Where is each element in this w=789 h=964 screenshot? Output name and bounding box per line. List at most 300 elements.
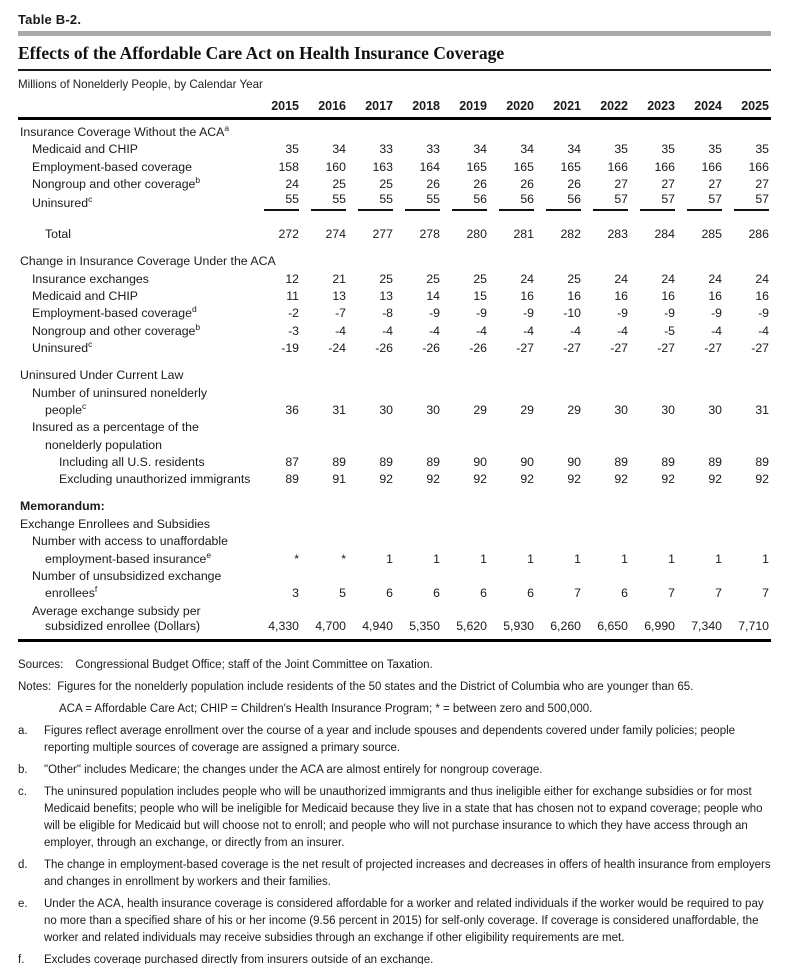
year-column-header: 2016 bbox=[318, 98, 346, 113]
value-cell: 25 bbox=[473, 271, 487, 286]
value-cell: 1 bbox=[668, 551, 675, 566]
table-row bbox=[18, 215, 771, 242]
footnote-text: Under the ACA, health insurance coverage is considered affordable for a worker and related individuals if the worker would be required to pay no more than a specified share of his or her income (9.56 percent in 2015) for self-only coverage. If coverage is considered unaffordable, the worker and related individuals may receive subsidies through an exchange if other eligibility requirements are met. bbox=[44, 897, 764, 944]
value-cell: 55 bbox=[301, 192, 348, 215]
value-cell bbox=[724, 356, 771, 383]
value-cell: -24 bbox=[328, 341, 346, 356]
value-cell: 90 bbox=[473, 455, 487, 470]
value-cell: 33 bbox=[379, 142, 393, 157]
table-row bbox=[18, 601, 771, 618]
value-cell bbox=[724, 601, 771, 618]
value-cell: 158 bbox=[278, 159, 299, 174]
value-cell bbox=[536, 514, 583, 531]
value-cell bbox=[489, 118, 536, 140]
value-cell bbox=[301, 435, 348, 452]
value-cell: 7 bbox=[762, 586, 769, 601]
value-cell: 4,700 bbox=[315, 618, 346, 633]
value-cell bbox=[630, 514, 677, 531]
value-cell: 24 bbox=[755, 271, 769, 286]
value-cell: 27 bbox=[614, 177, 628, 192]
value-cell: -27 bbox=[751, 341, 769, 356]
value-cell bbox=[630, 487, 677, 514]
table-row bbox=[18, 487, 771, 514]
value-cell: 3 bbox=[292, 586, 299, 601]
table-row bbox=[18, 567, 771, 584]
value-cell bbox=[301, 383, 348, 400]
value-cell: 29 bbox=[567, 402, 581, 417]
value-cell: 56 bbox=[536, 192, 583, 215]
notes-line bbox=[18, 679, 771, 696]
value-cell: -9 bbox=[664, 306, 675, 321]
value-cell: -26 bbox=[469, 341, 487, 356]
value-cell: 166 bbox=[607, 159, 628, 174]
value-cell: 1 bbox=[621, 551, 628, 566]
value-cell bbox=[254, 356, 301, 383]
table-row bbox=[18, 118, 771, 140]
value-cell bbox=[677, 242, 724, 269]
value-cell bbox=[536, 601, 583, 618]
value-cell: 55 bbox=[348, 192, 395, 215]
table-row bbox=[18, 192, 771, 215]
footnote-text: "Other" includes Medicare; the changes under the ACA are almost entirely for nongroup coverage. bbox=[44, 763, 543, 776]
row-label: Average exchange subsidy per bbox=[32, 603, 201, 618]
sources-text: Congressional Budget Office; staff of the Joint Committee on Taxation. bbox=[75, 658, 433, 671]
value-cell: 1 bbox=[762, 551, 769, 566]
value-cell: -9 bbox=[758, 306, 769, 321]
value-cell: 1 bbox=[480, 551, 487, 566]
value-cell: 31 bbox=[755, 402, 769, 417]
value-cell bbox=[583, 242, 630, 269]
value-cell: 286 bbox=[748, 227, 769, 242]
value-cell: 24 bbox=[708, 271, 722, 286]
value-cell: -8 bbox=[382, 306, 393, 321]
value-cell: 91 bbox=[332, 472, 346, 487]
value-cell: -4 bbox=[335, 323, 346, 338]
value-cell: 164 bbox=[419, 159, 440, 174]
value-cell: -9 bbox=[523, 306, 534, 321]
value-cell bbox=[583, 418, 630, 435]
value-cell bbox=[442, 242, 489, 269]
value-cell: 92 bbox=[426, 472, 440, 487]
value-cell: 30 bbox=[426, 402, 440, 417]
value-cell bbox=[630, 118, 677, 140]
value-cell: 55 bbox=[254, 192, 301, 215]
value-cell bbox=[254, 118, 301, 140]
value-cell: 272 bbox=[278, 227, 299, 242]
value-cell: 5,620 bbox=[456, 618, 487, 633]
value-cell bbox=[536, 418, 583, 435]
value-cell: 87 bbox=[285, 455, 299, 470]
value-cell bbox=[724, 418, 771, 435]
value-cell bbox=[630, 435, 677, 452]
value-cell: 160 bbox=[325, 159, 346, 174]
value-cell bbox=[630, 532, 677, 549]
value-cell bbox=[442, 487, 489, 514]
value-cell: * bbox=[341, 551, 346, 566]
table-row bbox=[18, 242, 771, 269]
value-cell: 89 bbox=[332, 455, 346, 470]
value-cell: 7,710 bbox=[738, 618, 769, 633]
value-cell: 6 bbox=[621, 586, 628, 601]
value-cell bbox=[536, 242, 583, 269]
value-cell: 7 bbox=[715, 586, 722, 601]
value-cell: 35 bbox=[285, 142, 299, 157]
value-cell bbox=[583, 532, 630, 549]
value-cell bbox=[583, 435, 630, 452]
value-cell: -4 bbox=[758, 323, 769, 338]
value-cell: 1 bbox=[715, 551, 722, 566]
value-cell bbox=[724, 118, 771, 140]
value-cell bbox=[348, 356, 395, 383]
value-cell: 1 bbox=[527, 551, 534, 566]
notes-text: Figures for the nonelderly population include residents of the 50 states and the District of Columbia who are younger than 65. bbox=[57, 680, 694, 693]
value-cell bbox=[583, 356, 630, 383]
value-cell bbox=[395, 356, 442, 383]
value-cell: 24 bbox=[614, 271, 628, 286]
value-cell bbox=[442, 532, 489, 549]
footnote-letter: f. bbox=[18, 953, 25, 964]
value-cell: 4,940 bbox=[362, 618, 393, 633]
value-cell bbox=[348, 118, 395, 140]
table-body bbox=[18, 118, 771, 640]
footnote-letter: c. bbox=[18, 785, 27, 798]
value-cell: 57 bbox=[630, 192, 677, 215]
notes-section bbox=[18, 657, 771, 964]
row-label: Change in Insurance Coverage Under the ACA bbox=[20, 254, 276, 269]
value-cell: 92 bbox=[567, 472, 581, 487]
value-cell: 36 bbox=[285, 402, 299, 417]
table-row bbox=[18, 470, 771, 487]
value-cell: 26 bbox=[473, 177, 487, 192]
row-label: Nongroup and other coverage$^b$ bbox=[32, 321, 201, 338]
value-cell bbox=[254, 383, 301, 400]
footnote-text: Excludes coverage purchased directly from insurers outside of an exchange. bbox=[44, 953, 434, 964]
value-cell: -7 bbox=[335, 306, 346, 321]
value-cell bbox=[489, 435, 536, 452]
value-cell bbox=[301, 242, 348, 269]
value-cell: 16 bbox=[567, 288, 581, 303]
value-cell: 34 bbox=[473, 142, 487, 157]
value-cell: 90 bbox=[567, 455, 581, 470]
value-cell: 1 bbox=[386, 551, 393, 566]
value-cell: -4 bbox=[617, 323, 628, 338]
row-label: Employment-based coverage bbox=[32, 159, 192, 174]
table-row bbox=[18, 383, 771, 400]
value-cell bbox=[348, 567, 395, 584]
value-cell bbox=[348, 383, 395, 400]
value-cell bbox=[536, 487, 583, 514]
value-cell: 34 bbox=[567, 142, 581, 157]
value-cell bbox=[677, 567, 724, 584]
value-cell: -4 bbox=[382, 323, 393, 338]
title-underline-rule bbox=[18, 69, 771, 71]
row-label: Number with access to unaffordable bbox=[32, 534, 228, 549]
footnote-letter: a. bbox=[18, 724, 28, 737]
value-cell: 6,260 bbox=[550, 618, 581, 633]
footnote bbox=[18, 784, 771, 852]
year-column-header: 2025 bbox=[741, 98, 769, 113]
row-label: people$^c$ bbox=[45, 400, 87, 417]
row-label: Number of unsubsidized exchange bbox=[32, 569, 222, 584]
table-row bbox=[18, 584, 771, 601]
footnote-text: The change in employment-based coverage is the net result of projected increases and decreases in offers of health insurance from employers and changes in enrollment by workers and their families. bbox=[44, 858, 771, 888]
row-label: Nongroup and other coverage$^b$ bbox=[32, 175, 201, 192]
value-cell: 16 bbox=[708, 288, 722, 303]
value-cell bbox=[395, 514, 442, 531]
footnote bbox=[18, 723, 771, 757]
table-row bbox=[18, 549, 771, 566]
value-cell bbox=[301, 487, 348, 514]
value-cell bbox=[677, 418, 724, 435]
value-cell: 16 bbox=[755, 288, 769, 303]
value-cell bbox=[254, 435, 301, 452]
value-cell bbox=[348, 601, 395, 618]
value-cell bbox=[254, 418, 301, 435]
value-cell bbox=[395, 242, 442, 269]
value-cell: 26 bbox=[567, 177, 581, 192]
value-cell: 90 bbox=[520, 455, 534, 470]
row-label: Uninsured$^c$ bbox=[32, 194, 93, 211]
value-cell bbox=[442, 418, 489, 435]
notes-label: Notes: bbox=[18, 680, 52, 693]
table-row bbox=[18, 418, 771, 435]
footnote-letter: b. bbox=[18, 763, 28, 776]
value-cell bbox=[489, 383, 536, 400]
value-cell bbox=[536, 532, 583, 549]
value-cell bbox=[254, 601, 301, 618]
value-cell bbox=[583, 601, 630, 618]
value-cell: 13 bbox=[379, 288, 393, 303]
value-cell: 278 bbox=[419, 227, 440, 242]
table-row bbox=[18, 401, 771, 418]
value-cell: 29 bbox=[473, 402, 487, 417]
value-cell: 1 bbox=[574, 551, 581, 566]
row-label: Total bbox=[45, 227, 71, 242]
value-cell: 56 bbox=[489, 192, 536, 215]
value-cell: 6,650 bbox=[597, 618, 628, 633]
value-cell bbox=[536, 383, 583, 400]
value-cell bbox=[301, 567, 348, 584]
value-cell bbox=[489, 356, 536, 383]
value-cell bbox=[630, 356, 677, 383]
value-cell: 16 bbox=[614, 288, 628, 303]
value-cell: 26 bbox=[520, 177, 534, 192]
value-cell bbox=[724, 567, 771, 584]
footnote-letter: d. bbox=[18, 858, 28, 871]
value-cell bbox=[489, 532, 536, 549]
value-cell: -27 bbox=[610, 341, 628, 356]
value-cell: 165 bbox=[513, 159, 534, 174]
value-cell: 89 bbox=[708, 455, 722, 470]
value-cell bbox=[254, 487, 301, 514]
value-cell: 57 bbox=[583, 192, 630, 215]
value-cell: -10 bbox=[563, 306, 581, 321]
value-cell bbox=[254, 532, 301, 549]
year-column-header: 2022 bbox=[600, 98, 628, 113]
value-cell: 285 bbox=[701, 227, 722, 242]
value-cell bbox=[442, 514, 489, 531]
value-cell bbox=[724, 383, 771, 400]
value-cell: -27 bbox=[563, 341, 581, 356]
value-cell: 281 bbox=[513, 227, 534, 242]
footnote bbox=[18, 762, 771, 779]
value-cell bbox=[630, 601, 677, 618]
value-cell: 165 bbox=[466, 159, 487, 174]
value-cell: -9 bbox=[617, 306, 628, 321]
footnote bbox=[18, 857, 771, 891]
value-cell bbox=[677, 487, 724, 514]
year-column-header: 2019 bbox=[459, 98, 487, 113]
value-cell: 5,930 bbox=[503, 618, 534, 633]
table-row bbox=[18, 157, 771, 174]
value-cell bbox=[442, 435, 489, 452]
value-cell: 5 bbox=[339, 586, 346, 601]
value-cell bbox=[348, 435, 395, 452]
value-cell: -4 bbox=[570, 323, 581, 338]
year-column-header: 2015 bbox=[271, 98, 299, 113]
value-cell: 14 bbox=[426, 288, 440, 303]
value-cell: 89 bbox=[614, 455, 628, 470]
year-column-header: 2018 bbox=[412, 98, 440, 113]
sources-line bbox=[18, 657, 771, 674]
value-cell: 6 bbox=[433, 586, 440, 601]
value-cell: 6 bbox=[527, 586, 534, 601]
value-cell: 24 bbox=[285, 177, 299, 192]
year-column-header: 2017 bbox=[365, 98, 393, 113]
value-cell bbox=[536, 356, 583, 383]
value-cell: 283 bbox=[607, 227, 628, 242]
value-cell: 27 bbox=[661, 177, 675, 192]
value-cell: 89 bbox=[285, 472, 299, 487]
row-label: enrollees$^f$ bbox=[45, 584, 98, 601]
value-cell bbox=[677, 356, 724, 383]
value-cell: 27 bbox=[708, 177, 722, 192]
corner-cell bbox=[18, 97, 254, 119]
value-cell bbox=[489, 242, 536, 269]
value-cell: -27 bbox=[657, 341, 675, 356]
value-cell: 35 bbox=[708, 142, 722, 157]
value-cell: 34 bbox=[332, 142, 346, 157]
value-cell bbox=[536, 435, 583, 452]
footnote-text: The uninsured population includes people who will be unauthorized immigrants and thus ineligible either for exchange subsidies or for most Medicaid benefits; people who will be ineligible for Medicaid because they live in a state that has chosen not to expand coverage; people who will be eligible for Medicaid but will choose not to enroll; and people who will not purchase insurance to which they have access through an employer, through an exchange, or directly from an insurer. bbox=[44, 785, 763, 849]
value-cell: 7 bbox=[668, 586, 675, 601]
row-label: Medicaid and CHIP bbox=[32, 142, 138, 157]
value-cell: 13 bbox=[332, 288, 346, 303]
value-cell: 12 bbox=[285, 271, 299, 286]
value-cell bbox=[395, 418, 442, 435]
value-cell bbox=[536, 118, 583, 140]
value-cell bbox=[395, 601, 442, 618]
abbreviations-line: ACA = Affordable Care Act; CHIP = Children's Health Insurance Program; * = between zero and 500,000. bbox=[59, 702, 593, 715]
value-cell bbox=[489, 601, 536, 618]
value-cell: 16 bbox=[661, 288, 675, 303]
value-cell bbox=[395, 487, 442, 514]
value-cell bbox=[724, 435, 771, 452]
row-label: Exchange Enrollees and Subsidies bbox=[20, 516, 211, 531]
row-label: Number of uninsured nonelderly bbox=[32, 385, 207, 400]
value-cell bbox=[301, 118, 348, 140]
value-cell bbox=[395, 532, 442, 549]
value-cell: -4 bbox=[711, 323, 722, 338]
table-row bbox=[18, 304, 771, 321]
value-cell: 57 bbox=[724, 192, 771, 215]
value-cell: 30 bbox=[661, 402, 675, 417]
value-cell bbox=[442, 567, 489, 584]
table-row bbox=[18, 532, 771, 549]
value-cell bbox=[630, 242, 677, 269]
value-cell: 165 bbox=[560, 159, 581, 174]
value-cell bbox=[724, 514, 771, 531]
value-cell bbox=[630, 383, 677, 400]
value-cell: 166 bbox=[654, 159, 675, 174]
value-cell: 92 bbox=[379, 472, 393, 487]
value-cell: 89 bbox=[426, 455, 440, 470]
value-cell: -9 bbox=[476, 306, 487, 321]
value-cell: -2 bbox=[288, 306, 299, 321]
value-cell: 89 bbox=[379, 455, 393, 470]
value-cell: 92 bbox=[614, 472, 628, 487]
value-cell bbox=[301, 514, 348, 531]
value-cell: 35 bbox=[755, 142, 769, 157]
value-cell: 6 bbox=[480, 586, 487, 601]
value-cell: 25 bbox=[567, 271, 581, 286]
value-cell bbox=[630, 418, 677, 435]
value-cell: 274 bbox=[325, 227, 346, 242]
value-cell: -5 bbox=[664, 323, 675, 338]
sources-label: Sources: bbox=[18, 658, 64, 671]
year-column-header: 2021 bbox=[553, 98, 581, 113]
value-cell bbox=[348, 418, 395, 435]
value-cell: 89 bbox=[661, 455, 675, 470]
value-cell bbox=[301, 532, 348, 549]
row-label: Employment-based coverage$^d$ bbox=[32, 304, 197, 321]
value-cell bbox=[348, 487, 395, 514]
value-cell: 92 bbox=[520, 472, 534, 487]
row-label: Medicaid and CHIP bbox=[32, 288, 138, 303]
value-cell bbox=[630, 567, 677, 584]
value-cell: * bbox=[294, 551, 299, 566]
value-cell: -4 bbox=[429, 323, 440, 338]
row-label: Insurance Coverage Without the ACA$^a$ bbox=[20, 122, 230, 139]
row-label: employment-based insurance$^e$ bbox=[45, 549, 212, 566]
value-cell: 24 bbox=[661, 271, 675, 286]
value-cell: 280 bbox=[466, 227, 487, 242]
value-cell: 21 bbox=[332, 271, 346, 286]
year-column-header: 2023 bbox=[647, 98, 675, 113]
value-cell: -27 bbox=[516, 341, 534, 356]
value-cell: 15 bbox=[473, 288, 487, 303]
value-cell: 24 bbox=[520, 271, 534, 286]
value-cell: 6 bbox=[386, 586, 393, 601]
row-label: subsidized enrollee (Dollars) bbox=[45, 618, 201, 633]
value-cell: 57 bbox=[677, 192, 724, 215]
row-label: Excluding unauthorized immigrants bbox=[59, 472, 251, 487]
value-cell: 282 bbox=[560, 227, 581, 242]
value-cell bbox=[301, 356, 348, 383]
value-cell: 35 bbox=[614, 142, 628, 157]
value-cell: 29 bbox=[520, 402, 534, 417]
footnotes-list bbox=[18, 723, 771, 964]
value-cell: 35 bbox=[661, 142, 675, 157]
value-cell bbox=[677, 601, 724, 618]
value-cell bbox=[395, 383, 442, 400]
value-cell: 30 bbox=[614, 402, 628, 417]
value-cell bbox=[724, 487, 771, 514]
footnote-letter: e. bbox=[18, 897, 28, 910]
value-cell bbox=[583, 487, 630, 514]
table-row bbox=[18, 356, 771, 383]
value-cell: 55 bbox=[395, 192, 442, 215]
